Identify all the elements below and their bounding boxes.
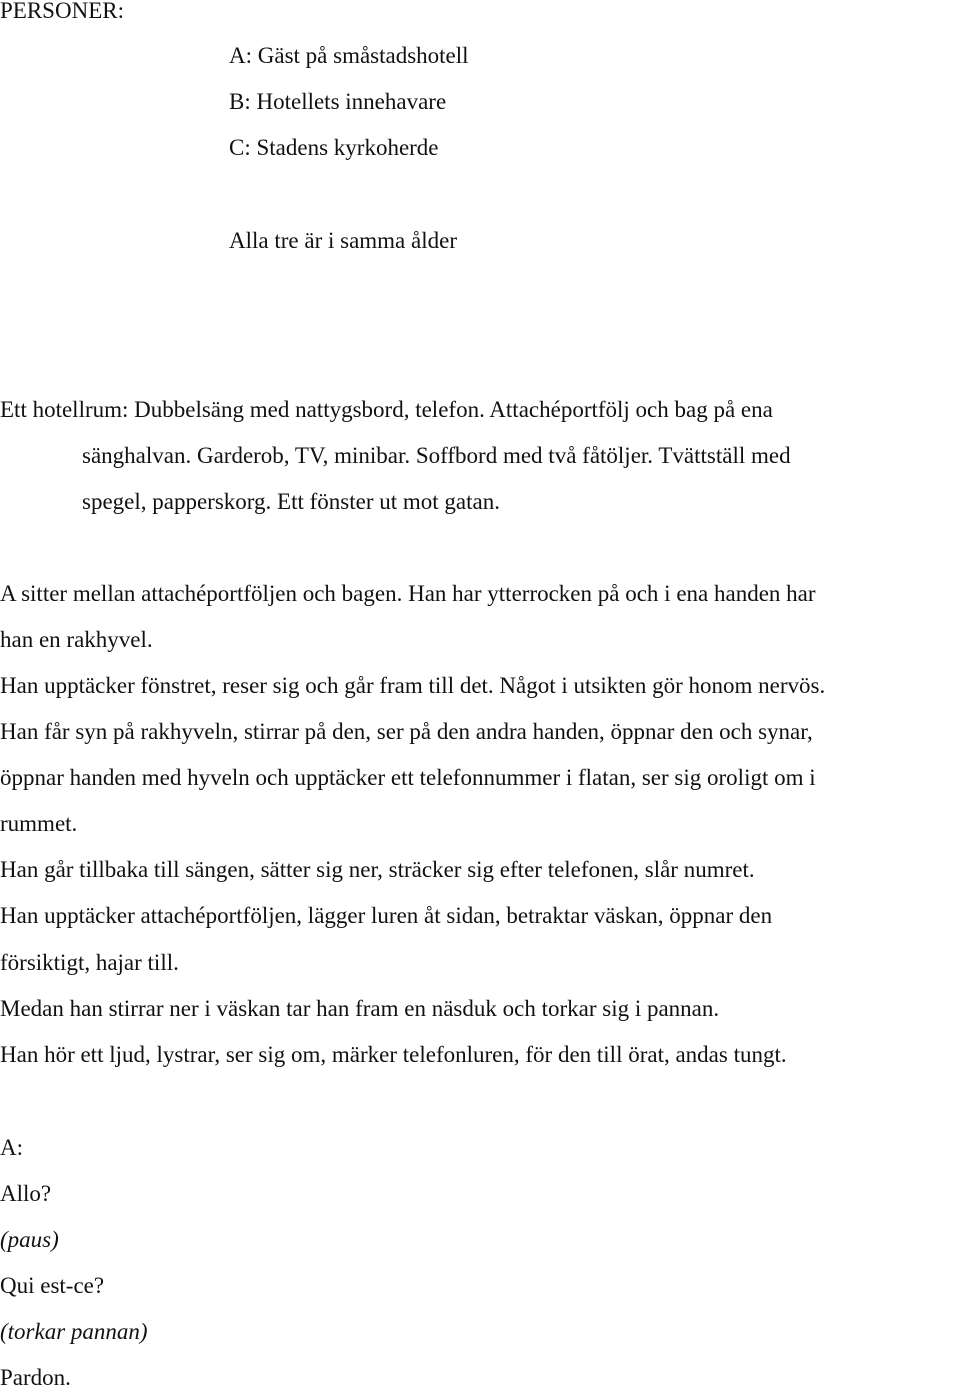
cast-heading: PERSONER:: [0, 0, 124, 23]
stage-direction-line: Medan han stirrar ner i väskan tar han fram en näsduk och torkar sig i pannan.: [0, 996, 720, 1021]
setting-line: sänghalvan. Garderob, TV, minibar. Soffbord med två fåtöljer. Tvättställ med: [82, 443, 791, 468]
setting-line: spegel, papperskorg. Ett fönster ut mot gatan.: [82, 489, 500, 514]
dialogue-speaker: A:: [0, 1135, 23, 1160]
dialogue-line: Allo?: [0, 1181, 52, 1206]
stage-direction-line: Han går tillbaka till sängen, sätter sig ner, sträcker sig efter telefonen, slår numret.: [0, 857, 755, 882]
dialogue-line: Pardon.: [0, 1365, 71, 1390]
cast-member-a: A: Gäst på småstadshotell: [229, 43, 469, 68]
dialogue-direction: (paus): [0, 1227, 59, 1252]
stage-direction-line: Han upptäcker fönstret, reser sig och går fram till det. Något i utsikten gör honom nervös.: [0, 673, 826, 698]
stage-direction-line: Han upptäcker attachéportföljen, lägger luren åt sidan, betraktar väskan, öppnar den: [0, 903, 773, 928]
stage-direction-line: Han hör ett ljud, lystrar, ser sig om, märker telefonluren, för den till örat, andas tungt.: [0, 1042, 787, 1067]
setting-line: Ett hotellrum: Dubbelsäng med nattygsbord, telefon. Attachéportfölj och bag på ena: [0, 397, 773, 422]
stage-direction-line: rummet.: [0, 811, 78, 836]
stage-direction-line: Han får syn på rakhyveln, stirrar på den, ser på den andra handen, öppnar den och synar,: [0, 719, 813, 744]
stage-direction-line: han en rakhyvel.: [0, 627, 153, 652]
stage-direction-line: A sitter mellan attachéportföljen och bagen. Han har ytterrocken på och i ena handen har: [0, 581, 816, 606]
cast-member-c: C: Stadens kyrkoherde: [229, 135, 439, 160]
stage-direction-line: försiktigt, hajar till.: [0, 950, 179, 975]
dialogue-line: Qui est-ce?: [0, 1273, 105, 1298]
stage-direction-line: öppnar handen med hyveln och upptäcker ett telefonnummer i flatan, ser sig oroligt om i: [0, 765, 816, 790]
cast-note: Alla tre är i samma ålder: [229, 228, 457, 253]
dialogue-direction: (torkar pannan): [0, 1319, 148, 1344]
cast-member-b: B: Hotellets innehavare: [229, 89, 447, 114]
